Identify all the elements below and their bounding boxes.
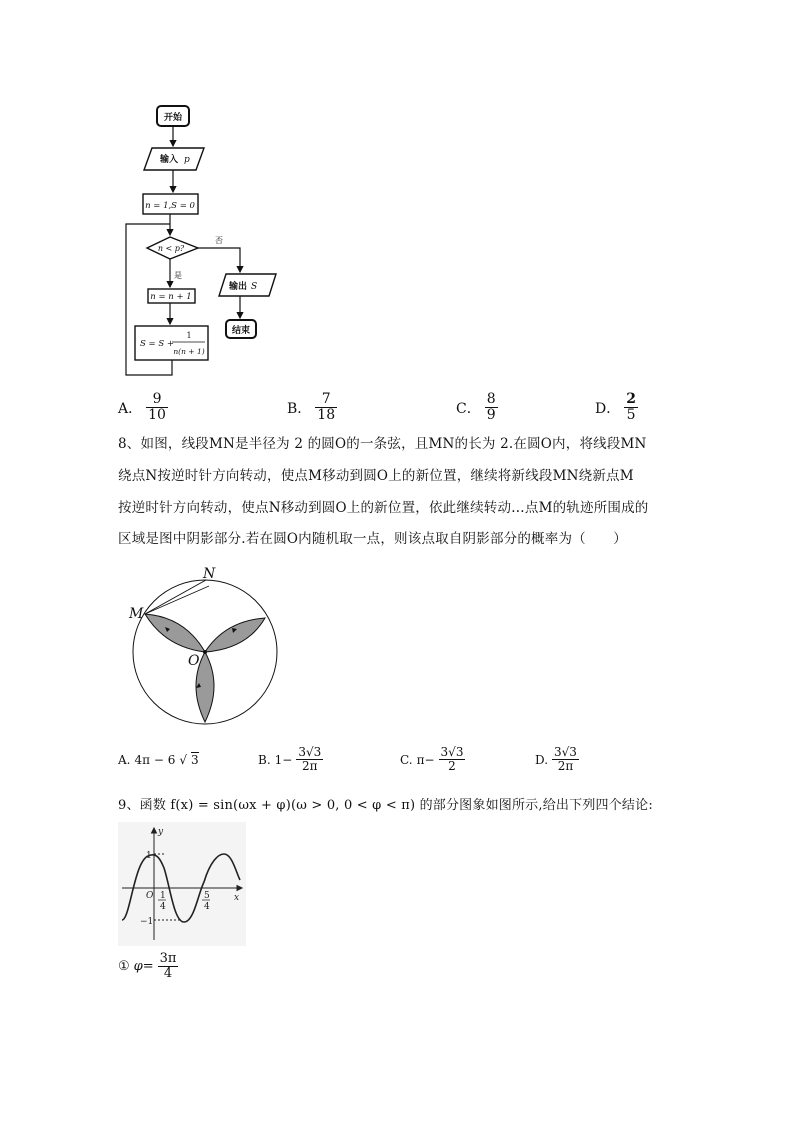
petal-right (205, 618, 265, 652)
input-label: 输入 (160, 155, 179, 165)
q7-choice-b[interactable]: B． $\frac{7}{18}$ (287, 391, 336, 424)
graph-x2-num: 5 (204, 891, 210, 901)
graph-y-label: y (158, 827, 164, 837)
graph-y-bot: −1 (140, 917, 154, 927)
q9-conclusion-1: ① φ= $\frac{3\pi}{4}$ (118, 951, 177, 982)
output-var: S (251, 282, 258, 292)
graph-x1-num: 1 (160, 891, 166, 901)
graph-x1-den: 4 (160, 902, 166, 912)
graph-y-top: 1 (146, 851, 152, 861)
condition-label: n < p? (157, 244, 185, 253)
q7-choice-d[interactable]: D． $\frac{2}{5}$ (595, 391, 636, 424)
graph-x-label: x (234, 893, 240, 903)
q9-graph (118, 822, 246, 946)
output-box (219, 274, 276, 296)
q8-line-2: 绕点N按逆时针方向转动，使点M移动到圆O上的新位置，继续将新线段MN绕新点M (118, 468, 634, 484)
flowchart (110, 100, 310, 385)
q8-choice-b[interactable]: B. 1− $\frac{3√3}{2\pi}$ (258, 745, 322, 774)
init-label: n = 1,S = 0 (145, 201, 195, 211)
graph-x2-den: 4 (204, 902, 210, 912)
q8-line-4: 区域是图中阴影部分.若在圆O内随机取一点，则该点取自阴影部分的概率为（ ） (118, 531, 627, 547)
sum-num: 1 (186, 331, 192, 340)
output-label: 输出 (229, 282, 248, 292)
start-label: 开始 (163, 113, 183, 123)
graph-origin: O (146, 891, 154, 901)
end-label: 结束 (231, 326, 251, 336)
q8-line-1: 8、如图，线段MN是半径为 2 的圆O的一条弦，且MN的长为 2.在圆O内，将线段MN (118, 436, 647, 452)
label-m: M (129, 606, 144, 622)
sum-lhs: S = S + (140, 339, 174, 349)
q8-choice-d[interactable]: D. $\frac{3√3}{2\pi}$ (535, 745, 577, 774)
q7-choice-c[interactable]: C． $\frac{8}{9}$ (456, 391, 496, 424)
sum-den: n(n + 1) (173, 347, 205, 356)
sqrt-sign: √ (179, 752, 187, 767)
q7-choice-a[interactable]: A． $\frac{9}{10}$ (118, 391, 166, 424)
q8-choice-c[interactable]: C. π− $\frac{3√3}{2}$ (400, 745, 464, 774)
q9-stem: 9、函数 f(x) = sin(ωx + φ)(ω > 0, 0 < φ < π) 的部分图象如图所示,给出下列四个结论: (118, 798, 653, 813)
q8-choice-a[interactable]: A. 4π − 6 √ 3 (118, 752, 199, 767)
yes-label: 是 (174, 271, 182, 280)
label-n: N (203, 566, 216, 582)
petal-left (145, 614, 205, 652)
q8-figure (125, 565, 285, 730)
increment-label: n = n + 1 (150, 292, 192, 302)
no-label: 否 (215, 236, 223, 245)
input-var: p (184, 155, 190, 165)
label-o: O (188, 653, 200, 669)
center-point (203, 650, 207, 654)
q8-line-3: 按逆时针方向转动，使点N移动到圆O上的新位置，依此继续转动…点M的轨迹所围成的 (118, 500, 649, 516)
